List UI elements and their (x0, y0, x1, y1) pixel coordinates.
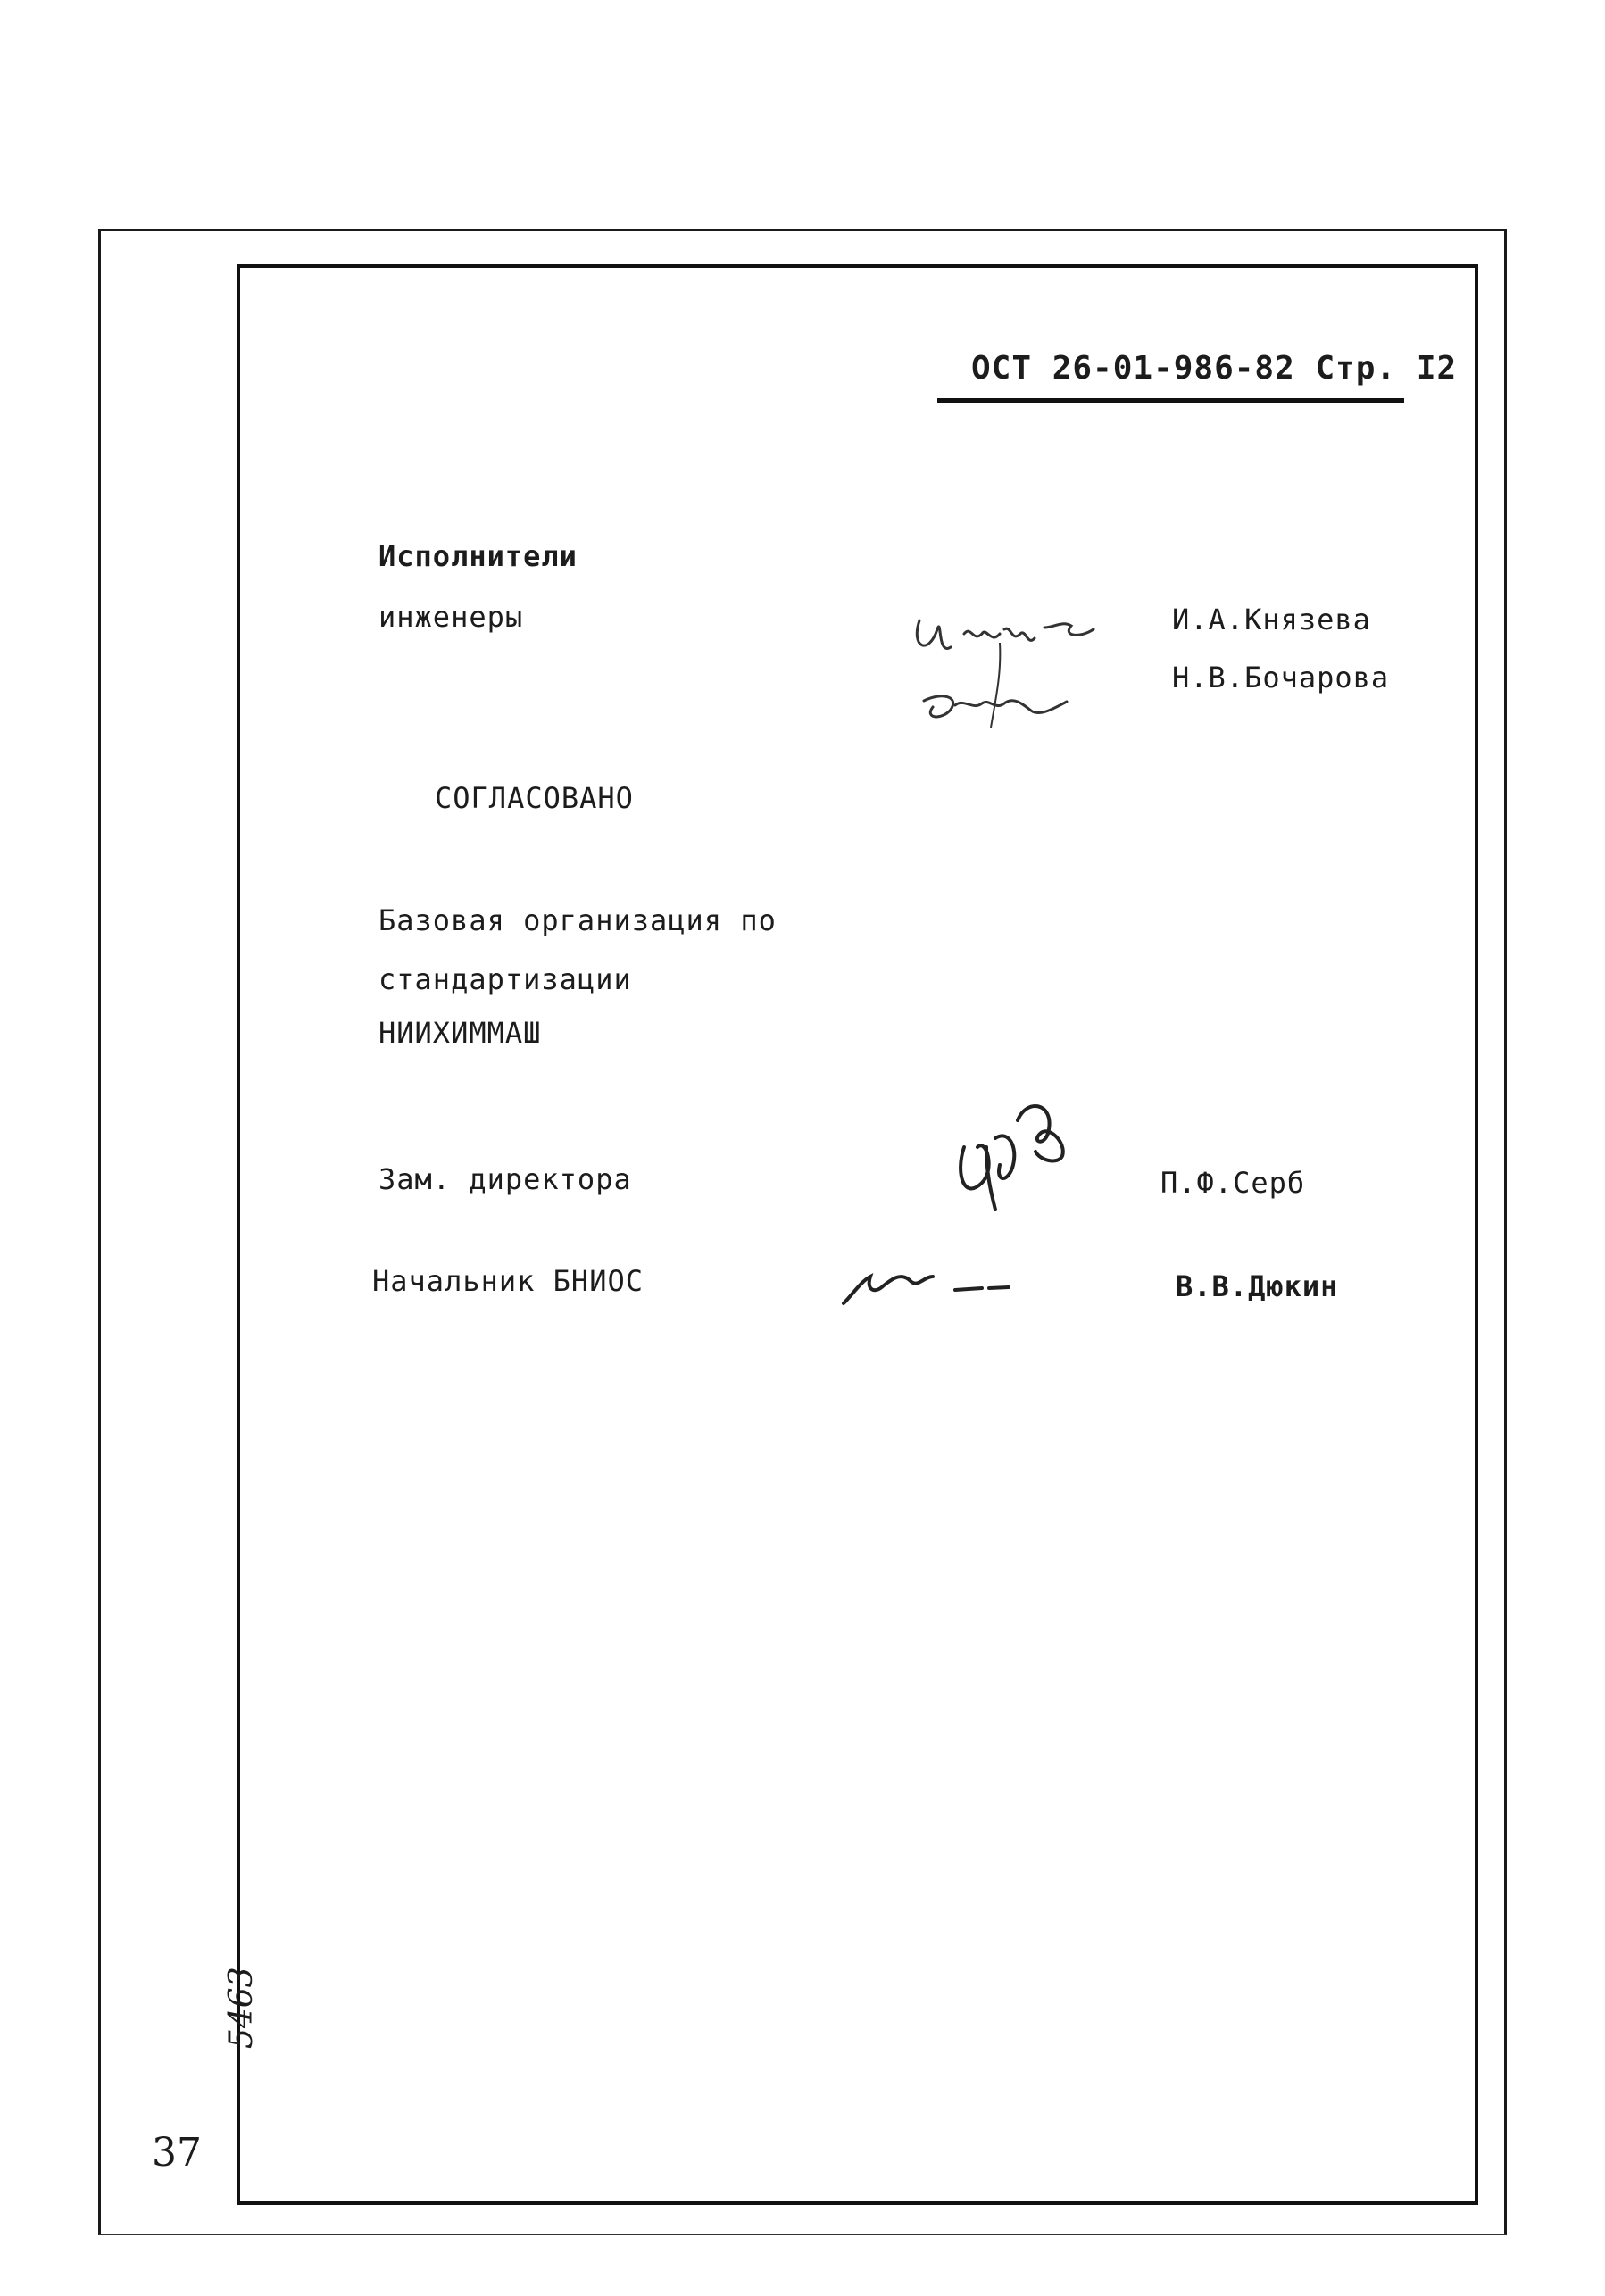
executor-name-2: Н.В.Бочарова (1172, 661, 1390, 695)
position-title-2: Начальник БНИОС (372, 1264, 644, 1298)
approval-org-line-3: НИИХИММАШ (378, 1016, 542, 1050)
approval-org-line-2: стандартизации (378, 962, 632, 996)
approval-org-line-1: Базовая организация по (378, 903, 777, 937)
signature-knyazeva-image (902, 594, 1116, 772)
executors-role: инженеры (378, 600, 524, 634)
signature-serb-image (946, 1094, 1080, 1227)
executors-title: Исполнители (378, 539, 578, 573)
position-title-1: Зам. директора (378, 1162, 632, 1196)
approval-title: СОГЛАСОВАНО (435, 781, 634, 815)
header-underline (937, 398, 1404, 403)
margin-page-number: 37 (152, 2130, 202, 2175)
executor-name-1: И.А.Князева (1172, 603, 1371, 636)
margin-rotated-number: 5463 (223, 1967, 260, 2049)
position-name-1: П.Ф.Серб (1160, 1166, 1306, 1200)
position-name-2: В.В.Дюкин (1176, 1269, 1339, 1303)
document-code: ОСТ 26-01-986-82 Стр. I2 (971, 350, 1458, 387)
signature-dyukin-image (839, 1259, 1018, 1312)
